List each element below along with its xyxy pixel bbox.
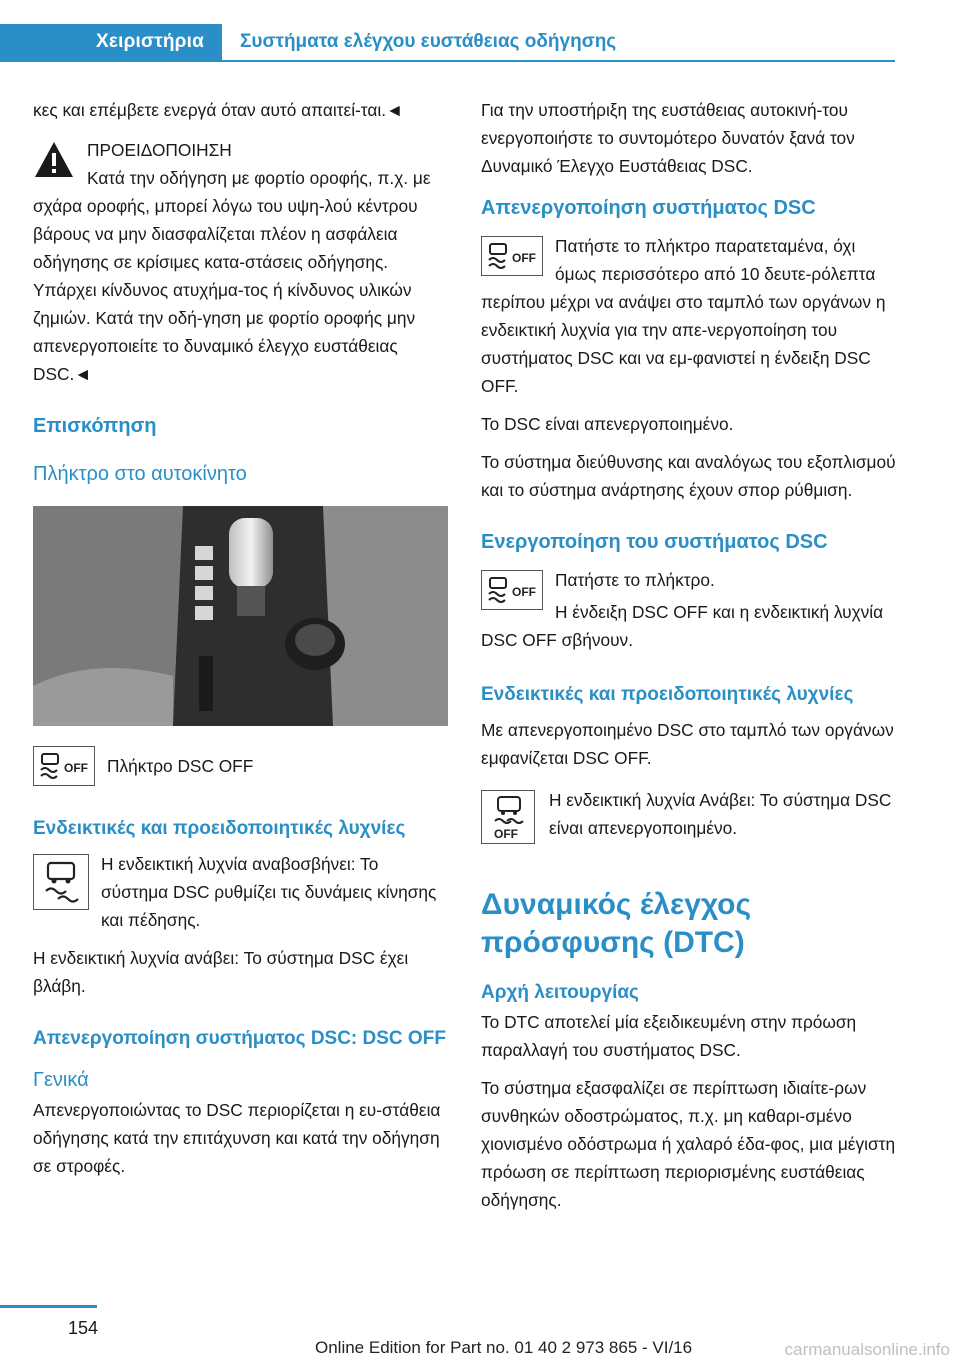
dsc-button-caption-row — [33, 744, 448, 790]
off-label: OFF — [64, 761, 88, 775]
off-label: OFF — [494, 827, 518, 841]
indicator-on-text: Η ενδεικτική λυχνία ανάβει: Το σύστημα DSC έχει βλάβη. — [33, 948, 409, 996]
deactivate-text: Πατήστε το πλήκτρο παρατεταμένα, όχι όμως περισσότερο από 10 δευτε-ρόλεπτα περίπου μέχρι να ανάψει στο ταμπλό των οργάνων η ενδεικτική λυχνία για την απε-νεργοποίηση του συστήματος DSC και να εμ-φανιστεί η ένδειξη DSC OFF. — [481, 236, 886, 396]
dsc-off-button-icon — [33, 746, 95, 786]
off-label: OFF — [512, 251, 536, 265]
dsc-off-button-icon — [481, 570, 543, 610]
dsc-off-indicator-icon — [481, 790, 535, 844]
deactivate-row — [481, 232, 896, 400]
activate-row — [481, 566, 896, 654]
support-text: Για την υποστήριξη της ευστάθειας αυτοκινή-του ενεργοποιήστε το συντομότερο δυνατόν ξανά τον Δυναμικό Έλεγχο Ευστάθειας DSC. — [481, 100, 855, 176]
car-console-photo — [33, 506, 448, 726]
heading-indicators-right: Ενδεικτικές και προειδοποιητικές λυχνίες — [481, 684, 854, 705]
page-header — [0, 0, 960, 64]
left-column — [33, 96, 448, 1190]
activate-text: Η ένδειξη DSC OFF και η ενδεικτική λυχνία DSC OFF σβήνουν. — [481, 602, 884, 650]
heading-overview: Επισκόπηση — [33, 415, 157, 437]
dsc-button-caption: Πλήκτρο DSC OFF — [107, 756, 254, 776]
dtc-text-2: Το σύστημα εξασφαλίζει σε περίπτωση ιδιαίτε-ρων συνθηκών οδοστρώματος, π.χ. μη καθαρι-σμένο χιονισμένο οδόστρωμα ή χαλαρό έδα-φος, μια μέγιστη πρόωση σε περίπτωση περιορισμένης ευστάθειας οδήγησης. — [481, 1078, 896, 1210]
dtc-text-1: Το DTC αποτελεί μία εξειδικευμένη στην πρόωση παραλλαγή του συστήματος DSC. — [481, 1012, 857, 1060]
heading-deactivate-dsc: Απενεργοποίηση συστήματος DSC — [481, 197, 816, 219]
warning-block — [33, 136, 448, 388]
off-label: OFF — [512, 585, 536, 599]
dsc-deactivated-text: Το DSC είναι απενεργοποιημένο. — [481, 414, 734, 434]
heading-indicators-left: Ενδεικτικές και προειδοποιητικές λυχνίες — [33, 818, 406, 839]
intro-text: κες και επέμβετε ενεργά όταν αυτό απαιτεί-ται.◄ — [33, 100, 404, 120]
warning-icon — [33, 140, 75, 180]
section-tab-controls: Χειριστήρια — [0, 24, 222, 60]
heading-dtc: Δυναμικός έλεγχος πρόσφυσης (DTC) — [481, 888, 752, 959]
indicator-off-row — [481, 786, 896, 852]
indicator-flash-text: Η ενδεικτική λυχνία αναβοσβήνει: Το σύστημα DSC ρυθμίζει τις δυνάμεις κίνησης και πέδησης. — [101, 854, 437, 930]
heading-general: Γενικά — [33, 1069, 89, 1091]
watermark: carmanualsonline.info — [784, 1340, 950, 1359]
footer-rule — [0, 1305, 97, 1308]
warning-title: ΠΡΟΕΙΔΟΠΟΙΗΣΗ — [87, 140, 232, 160]
indicator-flash-row — [33, 850, 448, 944]
heading-principle: Αρχή λειτουργίας — [481, 982, 639, 1003]
general-text: Απενεργοποιώντας το DSC περιορίζεται η ευ-στάθεια οδήγησης κατά την επιτάχυνση και κατά την οδήγηση σε στροφές. — [33, 1100, 441, 1176]
indicator-off-text: Η ενδεικτική λυχνία Ανάβει: Το σύστημα DSC είναι απενεργοποιημένο. — [549, 790, 892, 838]
steering-text: Το σύστημα διεύθυνσης και αναλόγως του εξοπλισμού και το σύστημα ανάρτησης έχουν σπορ ρύθμιση. — [481, 452, 896, 500]
heading-deactivate-dsc-off: Απενεργοποίηση συστήματος DSC: DSC OFF — [33, 1028, 446, 1049]
header-rule — [0, 60, 895, 62]
edition-note: Online Edition for Part no. 01 40 2 973 865 - VI/16 — [315, 1338, 693, 1357]
heading-activate-dsc: Ενεργοποίηση του συστήματος DSC — [481, 531, 828, 553]
right-column — [481, 96, 896, 1224]
activate-press-text: Πατήστε το πλήκτρο. — [555, 570, 715, 590]
warning-text: Κατά την οδήγηση με φορτίο οροφής, π.χ. με σχάρα οροφής, μπορεί λόγω του υψη-λού κέντρου βάρους να μην διασφαλίζεται πλέον η ασφάλεια οδήγησης σε κρίσιμες κατα-στάσεις οδήγησης. Υπάρχει κίνδυνος ατυχήμα-τος ή κίνδυνος υλικών ζημιών. Κατά την οδή-γηση με φορτίο οροφής μην απενεργοποιείτε το δυναμικό έλεγχο ευστάθειας DSC.◄ — [33, 168, 431, 384]
page-number: 154 — [67, 1318, 98, 1338]
heading-button-in-car: Πλήκτρο στο αυτοκίνητο — [33, 463, 247, 485]
chapter-tab-stability: Συστήματα ελέγχου ευστάθειας οδήγησης — [240, 31, 617, 52]
dsc-off-button-icon — [481, 236, 543, 276]
dsc-indicator-icon — [33, 854, 89, 910]
indicators-text: Με απενεργοποιημένο DSC στο ταμπλό των οργάνων εμφανίζεται DSC OFF. — [481, 720, 894, 768]
